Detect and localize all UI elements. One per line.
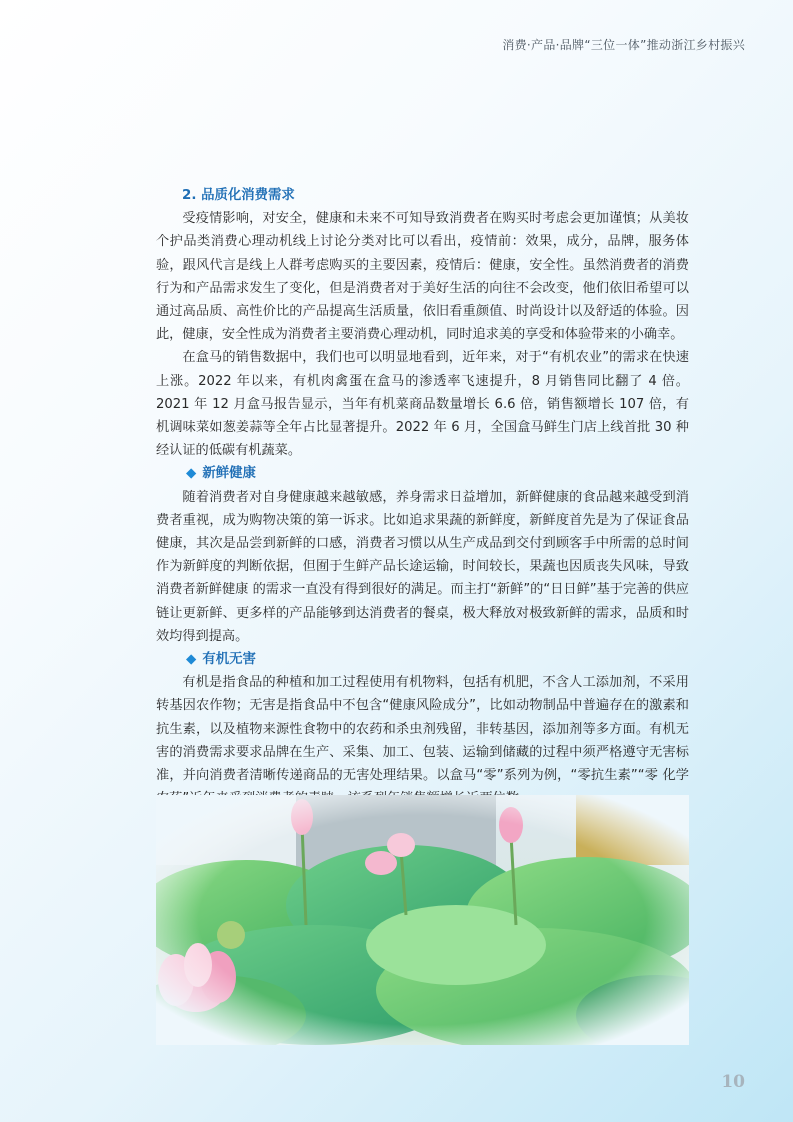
soft-vignette <box>156 795 689 1045</box>
running-header: 消费·产品·品牌“三位一体”推动浙江乡村振兴 <box>502 38 745 52</box>
section-title: 2. 品质化消费需求 <box>182 188 295 203</box>
paragraph: 随着消费者对自身健康越来越敏感，养身需求日益增加，新鲜健康的食品越来越受到消费者重视，成为购物决策的第一诉求。比如追求果蔬的新鲜度，新鲜度首先是为了保证食品健康，其次是品尝到新鲜的口感，消费者习惯以从生产成品到交付到顾客手中所需的总时间作为新鲜度的判断依据，但囿于生鲜产品长途运输，时间较长，果蔬也因质丧失风味，导致消费者新鲜健康 的需求一直没有得到很好的满足。而主打“新鲜”的“日日鲜”基于完善的供应链让更新鲜、更多样的产品能够到达消费者的餐桌，极大释放对极致新鲜的需求，品质和时效均得到提高。 <box>156 489 689 644</box>
subsection-title-organic <box>186 648 689 671</box>
lotus-illustration <box>156 795 689 1045</box>
article-body <box>156 184 689 810</box>
subsection-title-text: 有机无害 <box>202 652 256 668</box>
page-number: 10 <box>721 1072 745 1092</box>
lotus-pond-photo <box>156 795 689 1045</box>
diamond-bullet-icon: ◆ <box>186 652 197 668</box>
paragraph: 在盒马的销售数据中，我们也可以明显地看到，近年来，对于“有机农业”的需求在快速上涨。2022 年以来，有机肉禽蛋在盒马的渗透率飞速提升，8 月销售同比翻了 4 倍。2021 年 12 月盒马报告显示，当年有机菜商品数量增长 6.6 倍，销售额增长 107 倍，有机调味菜如葱姜蒜等全年占比显著提升。2022 年 6 月，全国盒马鲜生门店上线首批 30 种经认证的低碳有机蔬菜。 <box>156 350 689 459</box>
paragraph: 受疫情影响，对安全，健康和未来不可知导致消费者在购买时考虑会更加谨慎；从美妆个护品类消费心理动机线上讨论分类对比可以看出，疫情前：效果，成分，品牌，服务体验，跟风代言是线上人群考虑购买的主要因素，疫情后：健康，安全性。虽然消费者的消费行为和产品需求发生了变化，但是消费者对于美好生活的向往不会改变，他们依旧希望可以通过高品质、高性价比的产品提高生活质量，依旧看重颜值、时尚设计以及舒适的体验。因此，健康，安全性成为消费者主要消费心理动机，同时追求美的享受和体验带来的小确幸。 <box>156 211 689 343</box>
subsection-title-text: 新鲜健康 <box>202 466 256 482</box>
paragraph: 有机是指食品的种植和加工过程使用有机物料，包括有机肥，不含人工添加剂，不采用转基因农作物；无害是指食品中不包含“健康风险成分”，比如动物制品中普遍存在的激素和抗生素，以及植物来源性食物中的农药和杀虫剂残留，非转基因，添加剂等多方面。有机无害的消费需求要求品牌在生产、采集、加工、包装、运输到储藏的过程中须严格遵守无害标准，并向消费者清晰传递商品的无害处理结果。以盒马“零”系列为例，“零抗生素”“零 化学 <box>156 675 689 784</box>
subsection-title-fresh <box>186 462 689 485</box>
diamond-bullet-icon: ◆ <box>186 466 197 482</box>
